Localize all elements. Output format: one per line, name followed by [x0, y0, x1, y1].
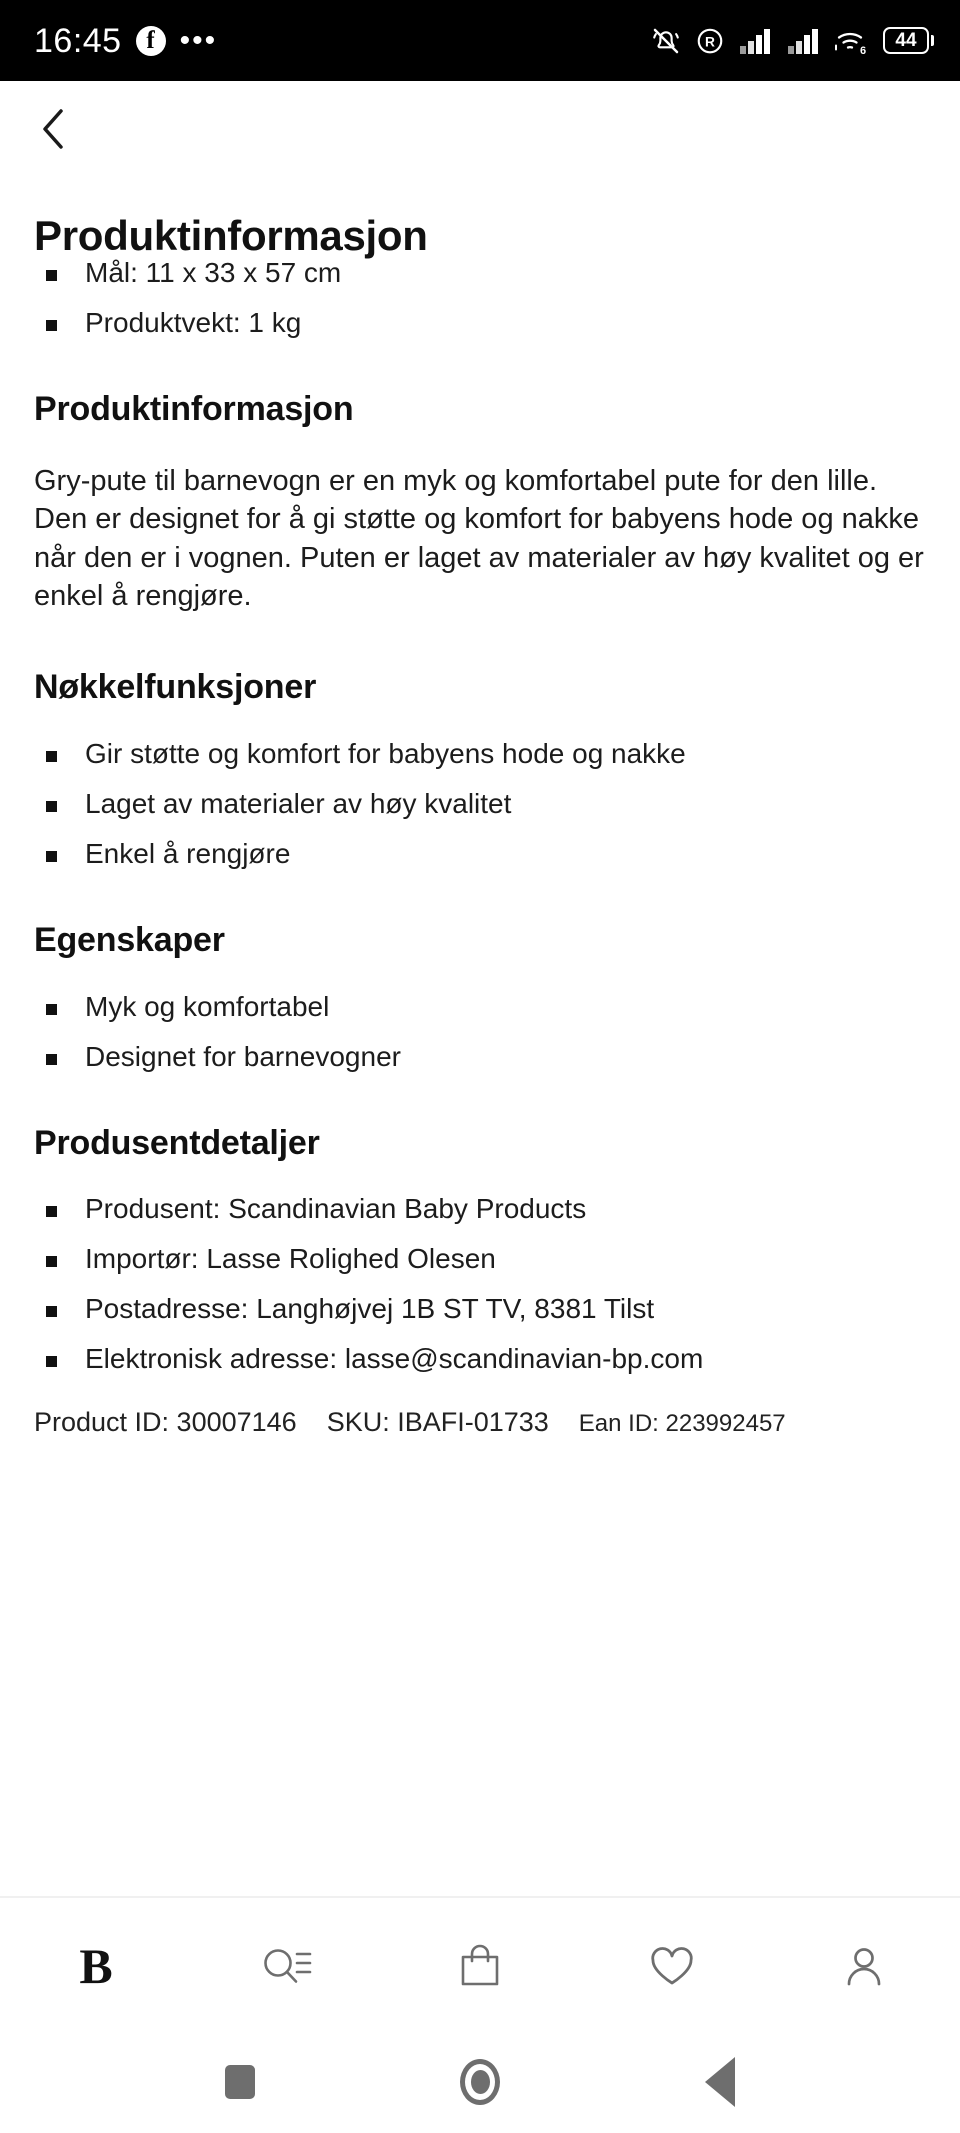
- list-item: [34, 837, 926, 869]
- list-item: [34, 1195, 926, 1223]
- triangle-left-icon: [705, 2057, 735, 2107]
- android-navigation-bar: [0, 2031, 960, 2133]
- svg-text:6: 6: [859, 44, 867, 56]
- list-item: [34, 309, 926, 337]
- back-button[interactable]: [675, 2047, 765, 2117]
- vibrate-off-icon: [651, 26, 681, 56]
- product-identifiers: [34, 1407, 926, 1438]
- tab-bag[interactable]: [384, 1898, 576, 2033]
- bullet-square-icon: [46, 851, 57, 862]
- list-item-label: Mål: 11 x 33 x 57 cm: [85, 257, 342, 289]
- list-item-label: Postadresse: Langhøjvej 1B ST TV, 8381 Tilst: [85, 1293, 655, 1325]
- facebook-icon: f: [136, 26, 166, 56]
- list-item: [34, 1295, 926, 1323]
- list-item-label: Enkel å rengjøre: [85, 837, 291, 869]
- square-icon: [225, 2065, 255, 2099]
- list-item: [34, 737, 926, 769]
- list-item-label: Gir støtte og komfort for babyens hode og nakke: [85, 737, 686, 769]
- produsentdetaljer-list: [34, 1195, 926, 1373]
- product-id-label: Product ID: 30007146: [34, 1407, 297, 1438]
- ean-id-label: Ean ID: 223992457: [578, 1410, 786, 1438]
- list-item-label: Myk og komfortabel: [85, 990, 330, 1022]
- battery-level-label: 44: [895, 30, 917, 51]
- bullet-square-icon: [46, 320, 57, 331]
- page-title: Produktinformasjon: [34, 212, 428, 259]
- list-item-label: Designet for barnevogner: [85, 1040, 401, 1072]
- tab-home-brand[interactable]: [0, 1898, 192, 2033]
- section-heading-egenskaper: Egenskaper: [34, 920, 225, 959]
- list-item: [34, 1245, 926, 1273]
- section-heading-nokkelfunksjoner: Nøkkelfunksjoner: [34, 668, 317, 707]
- roaming-icon: [695, 26, 725, 56]
- bullet-square-icon: [46, 1306, 57, 1317]
- back-button[interactable]: [34, 101, 90, 157]
- list-item: [34, 990, 926, 1022]
- list-item: [34, 259, 926, 287]
- bullet-square-icon: [46, 270, 57, 281]
- shopping-bag-icon: [456, 1941, 504, 1991]
- bullet-square-icon: [46, 1206, 57, 1217]
- tab-search[interactable]: [192, 1898, 384, 2033]
- bullet-square-icon: [46, 1004, 57, 1015]
- section-paragraph-produktinformasjon: Gry-pute til barnevogn er en myk og komfortabel pute for den lille. Den er designet for å gi støtte og komfort for babyens hode og nakke når den er i vognen. Puten er laget av materialer av høy kvalitet og er enkel å rengjøre.: [34, 464, 924, 612]
- egenskaper-list: [34, 990, 926, 1072]
- brand-logo-icon: B: [79, 1937, 113, 1994]
- wifi-6-icon: [835, 26, 869, 56]
- nokkelfunksjoner-list: [34, 737, 926, 869]
- bullet-square-icon: [46, 801, 57, 812]
- status-bar-left: [34, 21, 218, 60]
- list-item: [34, 787, 926, 819]
- recents-button[interactable]: [195, 2047, 285, 2117]
- specs-list: [34, 259, 926, 337]
- list-item-label: Elektronisk adresse: lasse@scandinavian-bp.com: [85, 1343, 704, 1375]
- list-item: [34, 1345, 926, 1373]
- bullet-square-icon: [46, 751, 57, 762]
- bullet-square-icon: [46, 1054, 57, 1065]
- sku-label: SKU: IBAFI-01733: [326, 1407, 549, 1438]
- person-icon: [840, 1942, 888, 1990]
- page-content: [0, 81, 960, 1438]
- battery-icon: [883, 27, 934, 54]
- svg-text:R: R: [705, 34, 715, 50]
- status-bar-right: [651, 26, 934, 56]
- section-heading-produsentdetaljer: Produsentdetaljer: [34, 1123, 320, 1162]
- signal-sim1-icon: [739, 27, 773, 55]
- bullet-square-icon: [46, 1256, 57, 1267]
- heart-icon: [646, 1942, 698, 1990]
- list-item-label: Laget av materialer av høy kvalitet: [85, 787, 512, 819]
- circle-icon: [460, 2059, 500, 2105]
- top-nav-bar: [0, 81, 960, 177]
- more-notifications-icon: •••: [179, 23, 218, 57]
- chevron-left-icon: [34, 101, 74, 157]
- tab-wishlist[interactable]: [576, 1898, 768, 2033]
- bullet-square-icon: [46, 1356, 57, 1367]
- list-item: [34, 1040, 926, 1072]
- list-item-label: Importør: Lasse Rolighed Olesen: [85, 1243, 496, 1275]
- signal-sim2-icon: [787, 27, 821, 55]
- section-heading-produktinformasjon: Produktinformasjon: [34, 390, 354, 429]
- search-icon: [260, 1943, 316, 1989]
- status-bar: [0, 0, 960, 81]
- home-button[interactable]: [435, 2047, 525, 2117]
- list-item-label: Produsent: Scandinavian Baby Products: [85, 1193, 587, 1225]
- status-time: 16:45: [34, 21, 122, 60]
- bottom-tab-bar: [0, 1896, 960, 2033]
- tab-account[interactable]: [768, 1898, 960, 2033]
- list-item-label: Produktvekt: 1 kg: [85, 307, 302, 339]
